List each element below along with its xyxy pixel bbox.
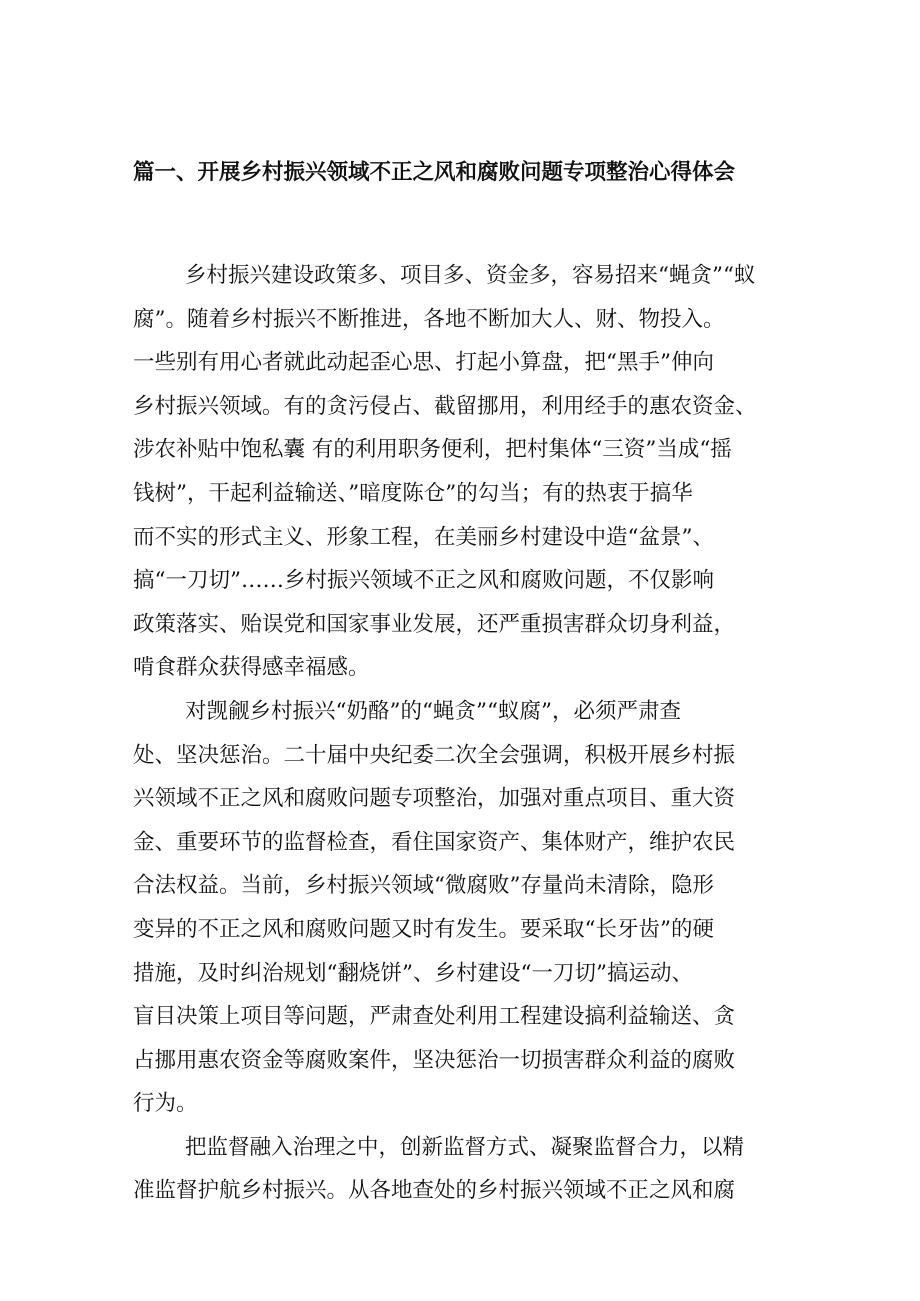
document-title: 篇一、开展乡村振兴领域不正之风和腐败问题专项整治心得体会 xyxy=(133,160,736,185)
text-line: 政策落实、贻误党和国家事业发展，还严重损害群众切身利益， xyxy=(133,611,736,637)
paragraph-3 xyxy=(133,1126,793,1213)
text-line: 啃食群众获得感幸福感。 xyxy=(133,655,370,681)
paragraph-1 xyxy=(133,254,793,690)
text-line: 涉农补贴中饱私囊 有的利用职务便利，把村集体“三资”当成“摇 xyxy=(133,437,732,463)
text-line: 一些别有用心者就此动起歪心思、打起小算盘，把“黑手”伸向 xyxy=(133,350,714,376)
text-line: 搞“一刀切”……乡村振兴领域不正之风和腐败问题，不仅影响 xyxy=(133,568,714,594)
text-line: 兴领域不正之风和腐败问题专项整治，加强对重点项目、重大资 xyxy=(133,786,736,812)
text-line: 准监督护航乡村振兴。从各地查处的乡村振兴领域不正之风和腐 xyxy=(133,1178,736,1204)
text-line: 处、坚决惩治。二十届中央纪委二次全会强调，积极开展乡村振 xyxy=(133,742,736,768)
text-line: 乡村振兴建设政策多、项目多、资金多，容易招来“蝇贪”“蚁 xyxy=(185,263,756,288)
text-line: 钱树”，干起利益输送、”暗度陈仓”的勾当；有的热衷于搞华 xyxy=(133,480,693,506)
text-line: 而不实的形式主义、形象工程，在美丽乡村建设中造“盆景”、 xyxy=(133,524,714,550)
text-line: 合法权益。当前，乡村振兴领域“微腐败”存量尚未清除，隐形 xyxy=(133,873,714,899)
text-line: 盲目决策上项目等问题，严肃查处利用工程建设搞利益输送、贪 xyxy=(133,1004,736,1030)
text-line: 把监督融入治理之中，创新监督方式、凝聚监督合力，以精 xyxy=(185,1134,745,1160)
text-line: 金、重要环节的监督检查，看住国家资产、集体财产，维护农民 xyxy=(133,829,736,855)
text-line: 乡村振兴领域。有的贪污侵占、截留挪用，利用经手的惠农资金、 xyxy=(133,393,757,419)
text-line: 占挪用惠农资金等腐败案件，坚决惩治一切损害群众利益的腐败 xyxy=(133,1047,736,1073)
text-line: 措施，及时纠治规划“翻烧饼”、乡村建设“一刀切”搞运动、 xyxy=(133,960,693,986)
document-body xyxy=(133,254,793,1213)
text-line: 行为。 xyxy=(133,1091,198,1117)
text-line: 对觊觎乡村振兴“奶酪”的“蝇贪”“蚁腐”，必须严肃查 xyxy=(185,698,681,724)
text-line: 变异的不正之风和腐败问题又时有发生。要采取“长牙齿”的硬 xyxy=(133,916,714,942)
text-line: 腐”。随着乡村振兴不断推进，各地不断加大人、财、物投入。 xyxy=(133,306,725,332)
paragraph-2 xyxy=(133,690,793,1126)
